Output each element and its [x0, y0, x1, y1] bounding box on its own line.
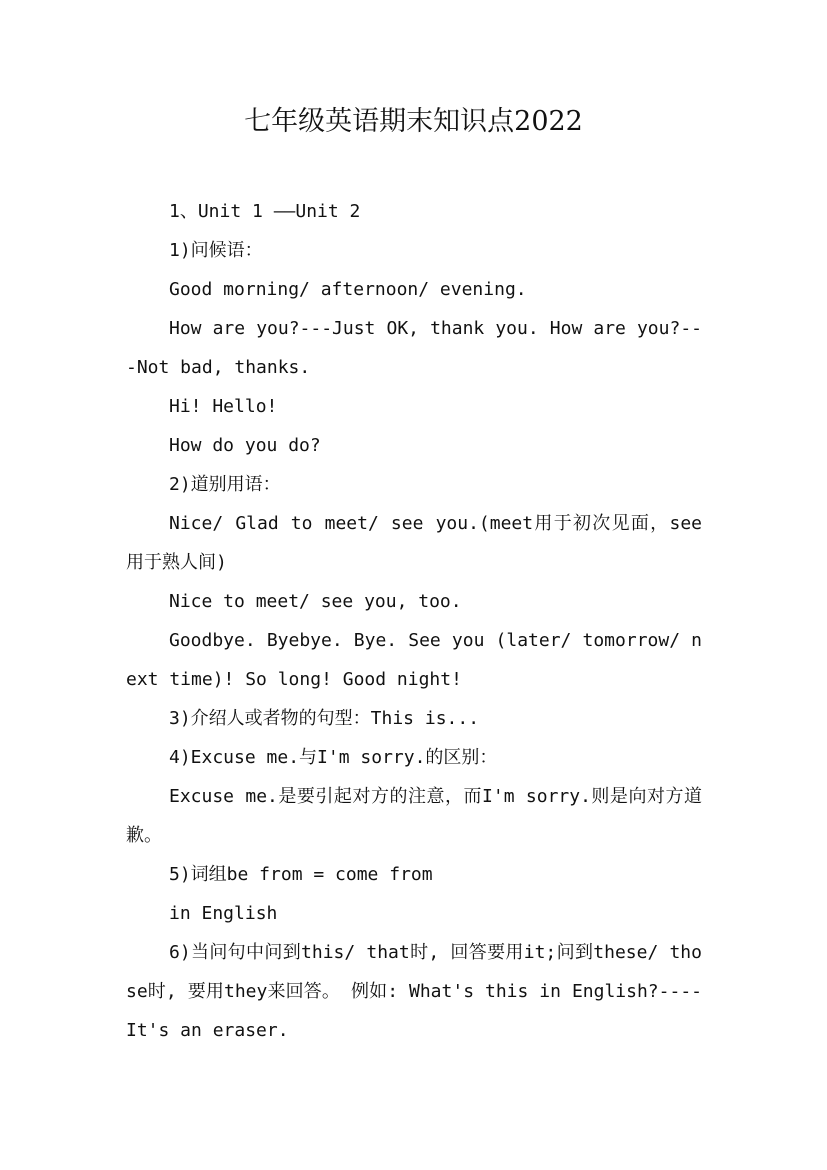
paragraph: 6)当问句中问到this/ that时, 回答要用it;问到these/ those时, 要用they来回答。 例如: What's this in English?----It's an eraser. [126, 942, 702, 1041]
paragraph: How do you do? [169, 435, 321, 456]
paragraph: 1)问候语： [169, 240, 263, 261]
document-body [126, 192, 702, 1050]
paragraph: 4)Excuse me.与I'm sorry.的区别： [169, 747, 498, 768]
paragraph: 5)词组be from = come from [169, 864, 433, 885]
paragraph: Excuse me.是要引起对方的注意，而I'm sorry.则是向对方道歉。 [126, 786, 702, 846]
paragraph: Good morning/ afternoon/ evening. [169, 279, 527, 300]
paragraph: Hi! Hello! [169, 396, 278, 417]
paragraph: 3)介绍人或者物的句型：This is... [169, 708, 480, 729]
paragraph: 1、Unit 1 ——Unit 2 [169, 201, 361, 222]
paragraph: 2)道别用语： [169, 474, 281, 495]
paragraph: Goodbye. Byebye. Bye. See you (later/ tomorrow/ next time)! So long! Good night! [126, 630, 702, 690]
paragraph: Nice to meet/ see you, too. [169, 591, 462, 612]
paragraph: How are you?---Just OK, thank you. How are you?---Not bad, thanks. [126, 318, 702, 378]
paragraph: Nice/ Glad to meet/ see you.(meet用于初次见面，see用于熟人间) [126, 513, 702, 573]
document-title: 七年级英语期末知识点2022 [244, 106, 583, 137]
paragraph: in English [169, 903, 278, 924]
